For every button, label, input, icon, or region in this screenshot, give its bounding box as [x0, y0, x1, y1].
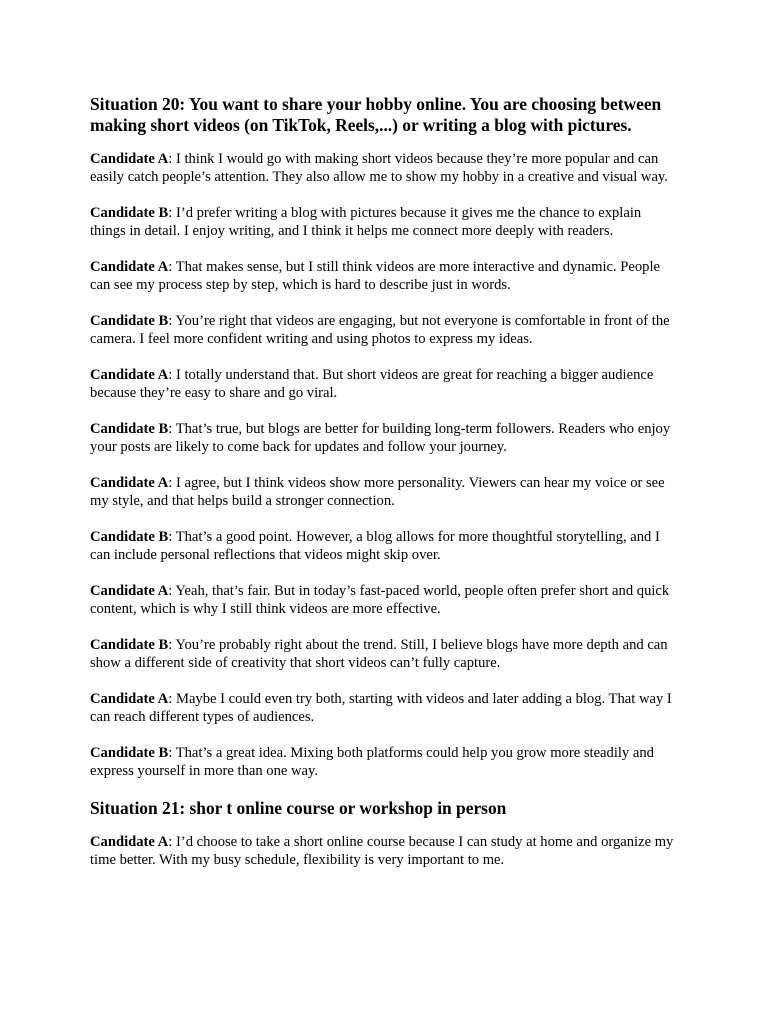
speaker-label: Candidate A [90, 583, 169, 599]
turn-text: : I’d choose to take a short online course because I can study at home and organize my time better. With my busy schedule, flexibility is very important to me. [90, 834, 674, 868]
speaker-label: Candidate B [90, 313, 169, 329]
dialogue-turn [90, 150, 680, 186]
speaker-label: Candidate B [90, 205, 169, 221]
turn-text: : You’re probably right about the trend. Still, I believe blogs have more depth and can show a different side of creativity that short videos can’t fully capture. [90, 637, 668, 671]
speaker-label: Candidate B [90, 637, 169, 653]
turn-text: : Maybe I could even try both, starting with videos and later adding a blog. That way I can reach different types of audiences. [90, 691, 672, 725]
dialogue-turn [90, 204, 680, 240]
turn-text: : Yeah, that’s fair. But in today’s fast-paced world, people often prefer short and quick content, which is why I still think videos are more effective. [90, 583, 670, 617]
speaker-label: Candidate A [90, 259, 169, 275]
dialogue-turn [90, 833, 680, 869]
turn-text: : That’s a great idea. Mixing both platforms could help you grow more steadily and express yourself in more than one way. [90, 745, 654, 779]
speaker-label: Candidate A [90, 475, 169, 491]
speaker-label: Candidate B [90, 529, 169, 545]
speaker-label: Candidate A [90, 151, 169, 167]
dialogue-turn [90, 690, 680, 726]
turn-text: : That’s true, but blogs are better for building long-term followers. Readers who enjoy your posts are likely to come back for updates and follow your journey. [90, 421, 671, 455]
speaker-label: Candidate B [90, 421, 169, 437]
dialogue-turn [90, 420, 680, 456]
dialogue-turn [90, 636, 680, 672]
dialogue-turn [90, 744, 680, 780]
dialogue-turn [90, 474, 680, 510]
situation-21-title: Situation 21: shor t online course or workshop in person [90, 798, 507, 818]
situation-20-title: Situation 20: You want to share your hobby online. You are choosing between making short videos (on TikTok, Reels,...) or writing a blog with pictures. [90, 94, 662, 135]
speaker-label: Candidate A [90, 691, 169, 707]
turn-text: : I agree, but I think videos show more personality. Viewers can hear my voice or see my style, and that helps build a stronger connection. [90, 475, 665, 509]
turn-text: : I’d prefer writing a blog with pictures because it gives me the chance to explain things in detail. I enjoy writing, and I think it helps me connect more deeply with readers. [90, 205, 642, 239]
turn-text: : I think I would go with making short videos because they’re more popular and can easily catch people’s attention. They also allow me to show my hobby in a creative and visual way. [90, 151, 668, 185]
turn-text: : You’re right that videos are engaging, but not everyone is comfortable in front of the camera. I feel more confident writing and using photos to express my ideas. [90, 313, 670, 347]
speaker-label: Candidate A [90, 834, 169, 850]
dialogue-turn [90, 312, 680, 348]
dialogue-turn [90, 582, 680, 618]
turn-text: : That’s a good point. However, a blog allows for more thoughtful storytelling, and I can include personal reflections that videos might skip over. [90, 529, 660, 563]
turn-text: : I totally understand that. But short videos are great for reaching a bigger audience because they’re easy to share and go viral. [90, 367, 654, 401]
speaker-label: Candidate B [90, 745, 169, 761]
dialogue-turn [90, 528, 680, 564]
speaker-label: Candidate A [90, 367, 169, 383]
dialogue-turn [90, 258, 680, 294]
turn-text: : That makes sense, but I still think videos are more interactive and dynamic. People can see my process step by step, which is hard to describe just in words. [90, 259, 660, 293]
dialogue-turn [90, 366, 680, 402]
